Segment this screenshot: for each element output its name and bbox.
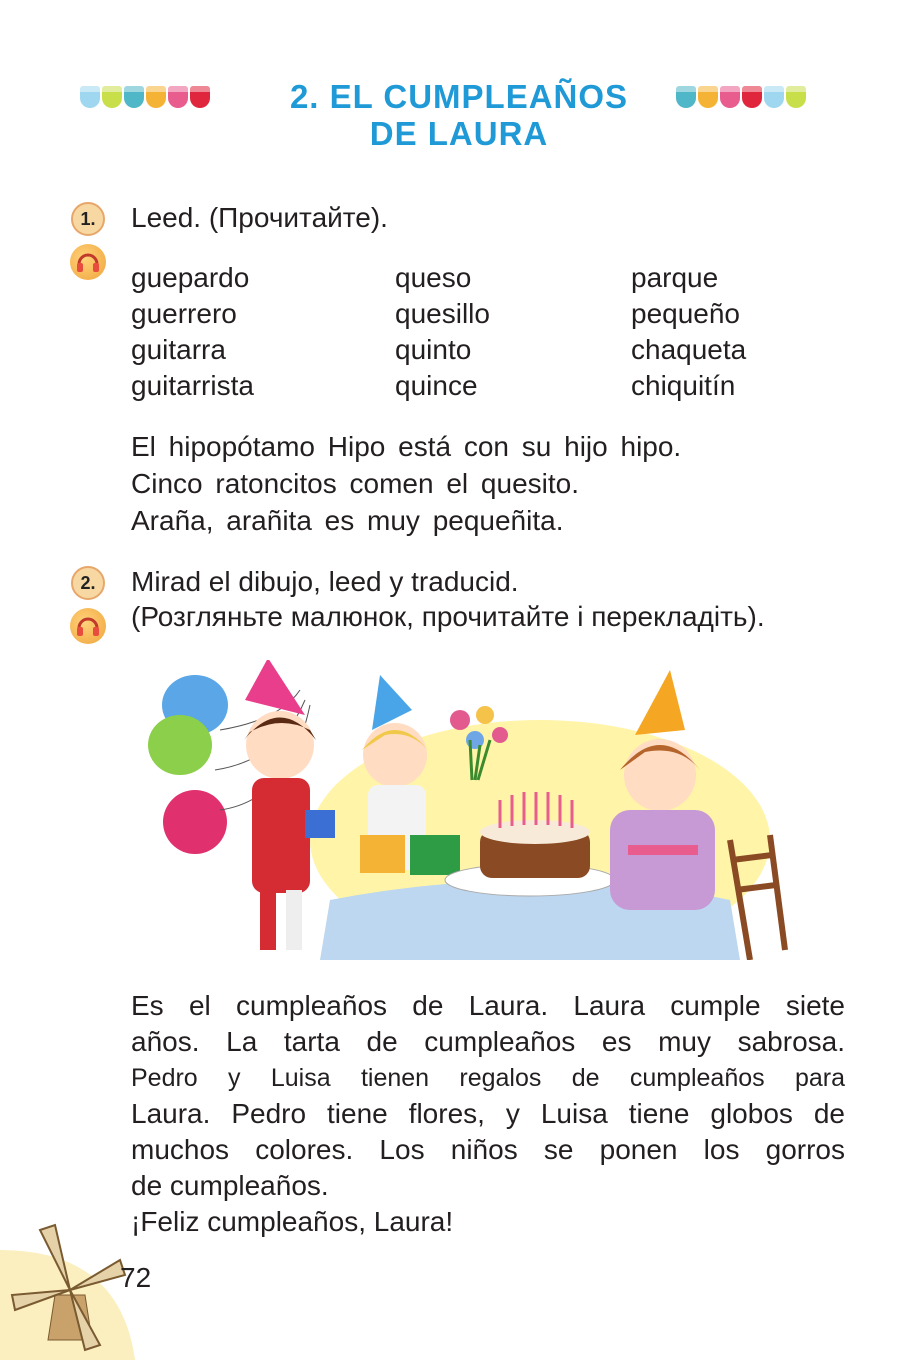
- title-line-2: DE LAURA: [369, 115, 549, 152]
- word-item: quince: [395, 370, 478, 401]
- exercise-1-badge: 1.: [71, 202, 105, 236]
- word-item: parque: [631, 262, 719, 293]
- word-item: guitarrista: [131, 370, 254, 401]
- word-item: quinto: [395, 334, 472, 365]
- exercise-2-badge: 2.: [71, 566, 105, 600]
- word-item: guepardo: [131, 262, 250, 293]
- page-number: 72: [120, 1262, 152, 1293]
- word-item: guitarra: [131, 334, 226, 365]
- word-item: queso: [395, 262, 472, 293]
- word-item: guerrero: [131, 298, 237, 329]
- exercise-2-instruction: [131, 564, 765, 634]
- headphones-icon[interactable]: [70, 608, 106, 644]
- birthday-party-illustration: [140, 660, 795, 960]
- title-line-1: 2. EL CUMPLEAÑOS: [289, 78, 629, 115]
- instruction-ukrainian: (Розгляньте малюнок, прочитайте і перекладіть).: [131, 601, 765, 632]
- word-item: pequeño: [631, 298, 741, 329]
- lesson-title: [250, 78, 668, 152]
- reading-line: años. La tarta de cumpleaños es muy sabrosa.: [131, 1026, 845, 1057]
- sentence: Cinco ratoncitos comen el quesito.: [131, 468, 579, 499]
- reading-line: Es el cumpleaños de Laura. Laura cumple siete: [131, 990, 845, 1021]
- decorative-bunting-left: [80, 86, 210, 108]
- exercise-1-instruction: Leed. (Прочитайте).: [131, 202, 388, 233]
- sentence: Araña, arañita es muy pequeñita.: [131, 505, 564, 536]
- word-item: quesillo: [395, 298, 490, 329]
- headphones-icon[interactable]: [70, 244, 106, 280]
- reading-line: muchos colores. Los niños se ponen los gorros: [131, 1134, 845, 1165]
- word-item: chaqueta: [631, 334, 747, 365]
- word-column-3: [631, 260, 746, 404]
- tongue-twisters: [131, 428, 751, 539]
- reading-text: [131, 988, 845, 1240]
- word-column-2: [395, 260, 490, 404]
- reading-line: de cumpleaños.: [131, 1170, 329, 1201]
- instruction-spanish: Mirad el dibujo, leed y traducid.: [131, 566, 519, 597]
- gift-box: [360, 835, 405, 873]
- windmill-icon: [0, 1210, 140, 1360]
- decorative-bunting-right: [676, 86, 806, 108]
- reading-line: Laura. Pedro tiene flores, y Luisa tiene globos de: [131, 1098, 845, 1129]
- word-item: chiquitín: [631, 370, 736, 401]
- word-column-1: [131, 260, 254, 404]
- reading-line: Pedro y Luisa tienen regalos de cumpleaños para: [131, 1064, 845, 1092]
- sentence: El hipopótamo Hipo está con su hijo hipo.: [131, 431, 682, 462]
- reading-line: ¡Feliz cumpleaños, Laura!: [131, 1206, 454, 1237]
